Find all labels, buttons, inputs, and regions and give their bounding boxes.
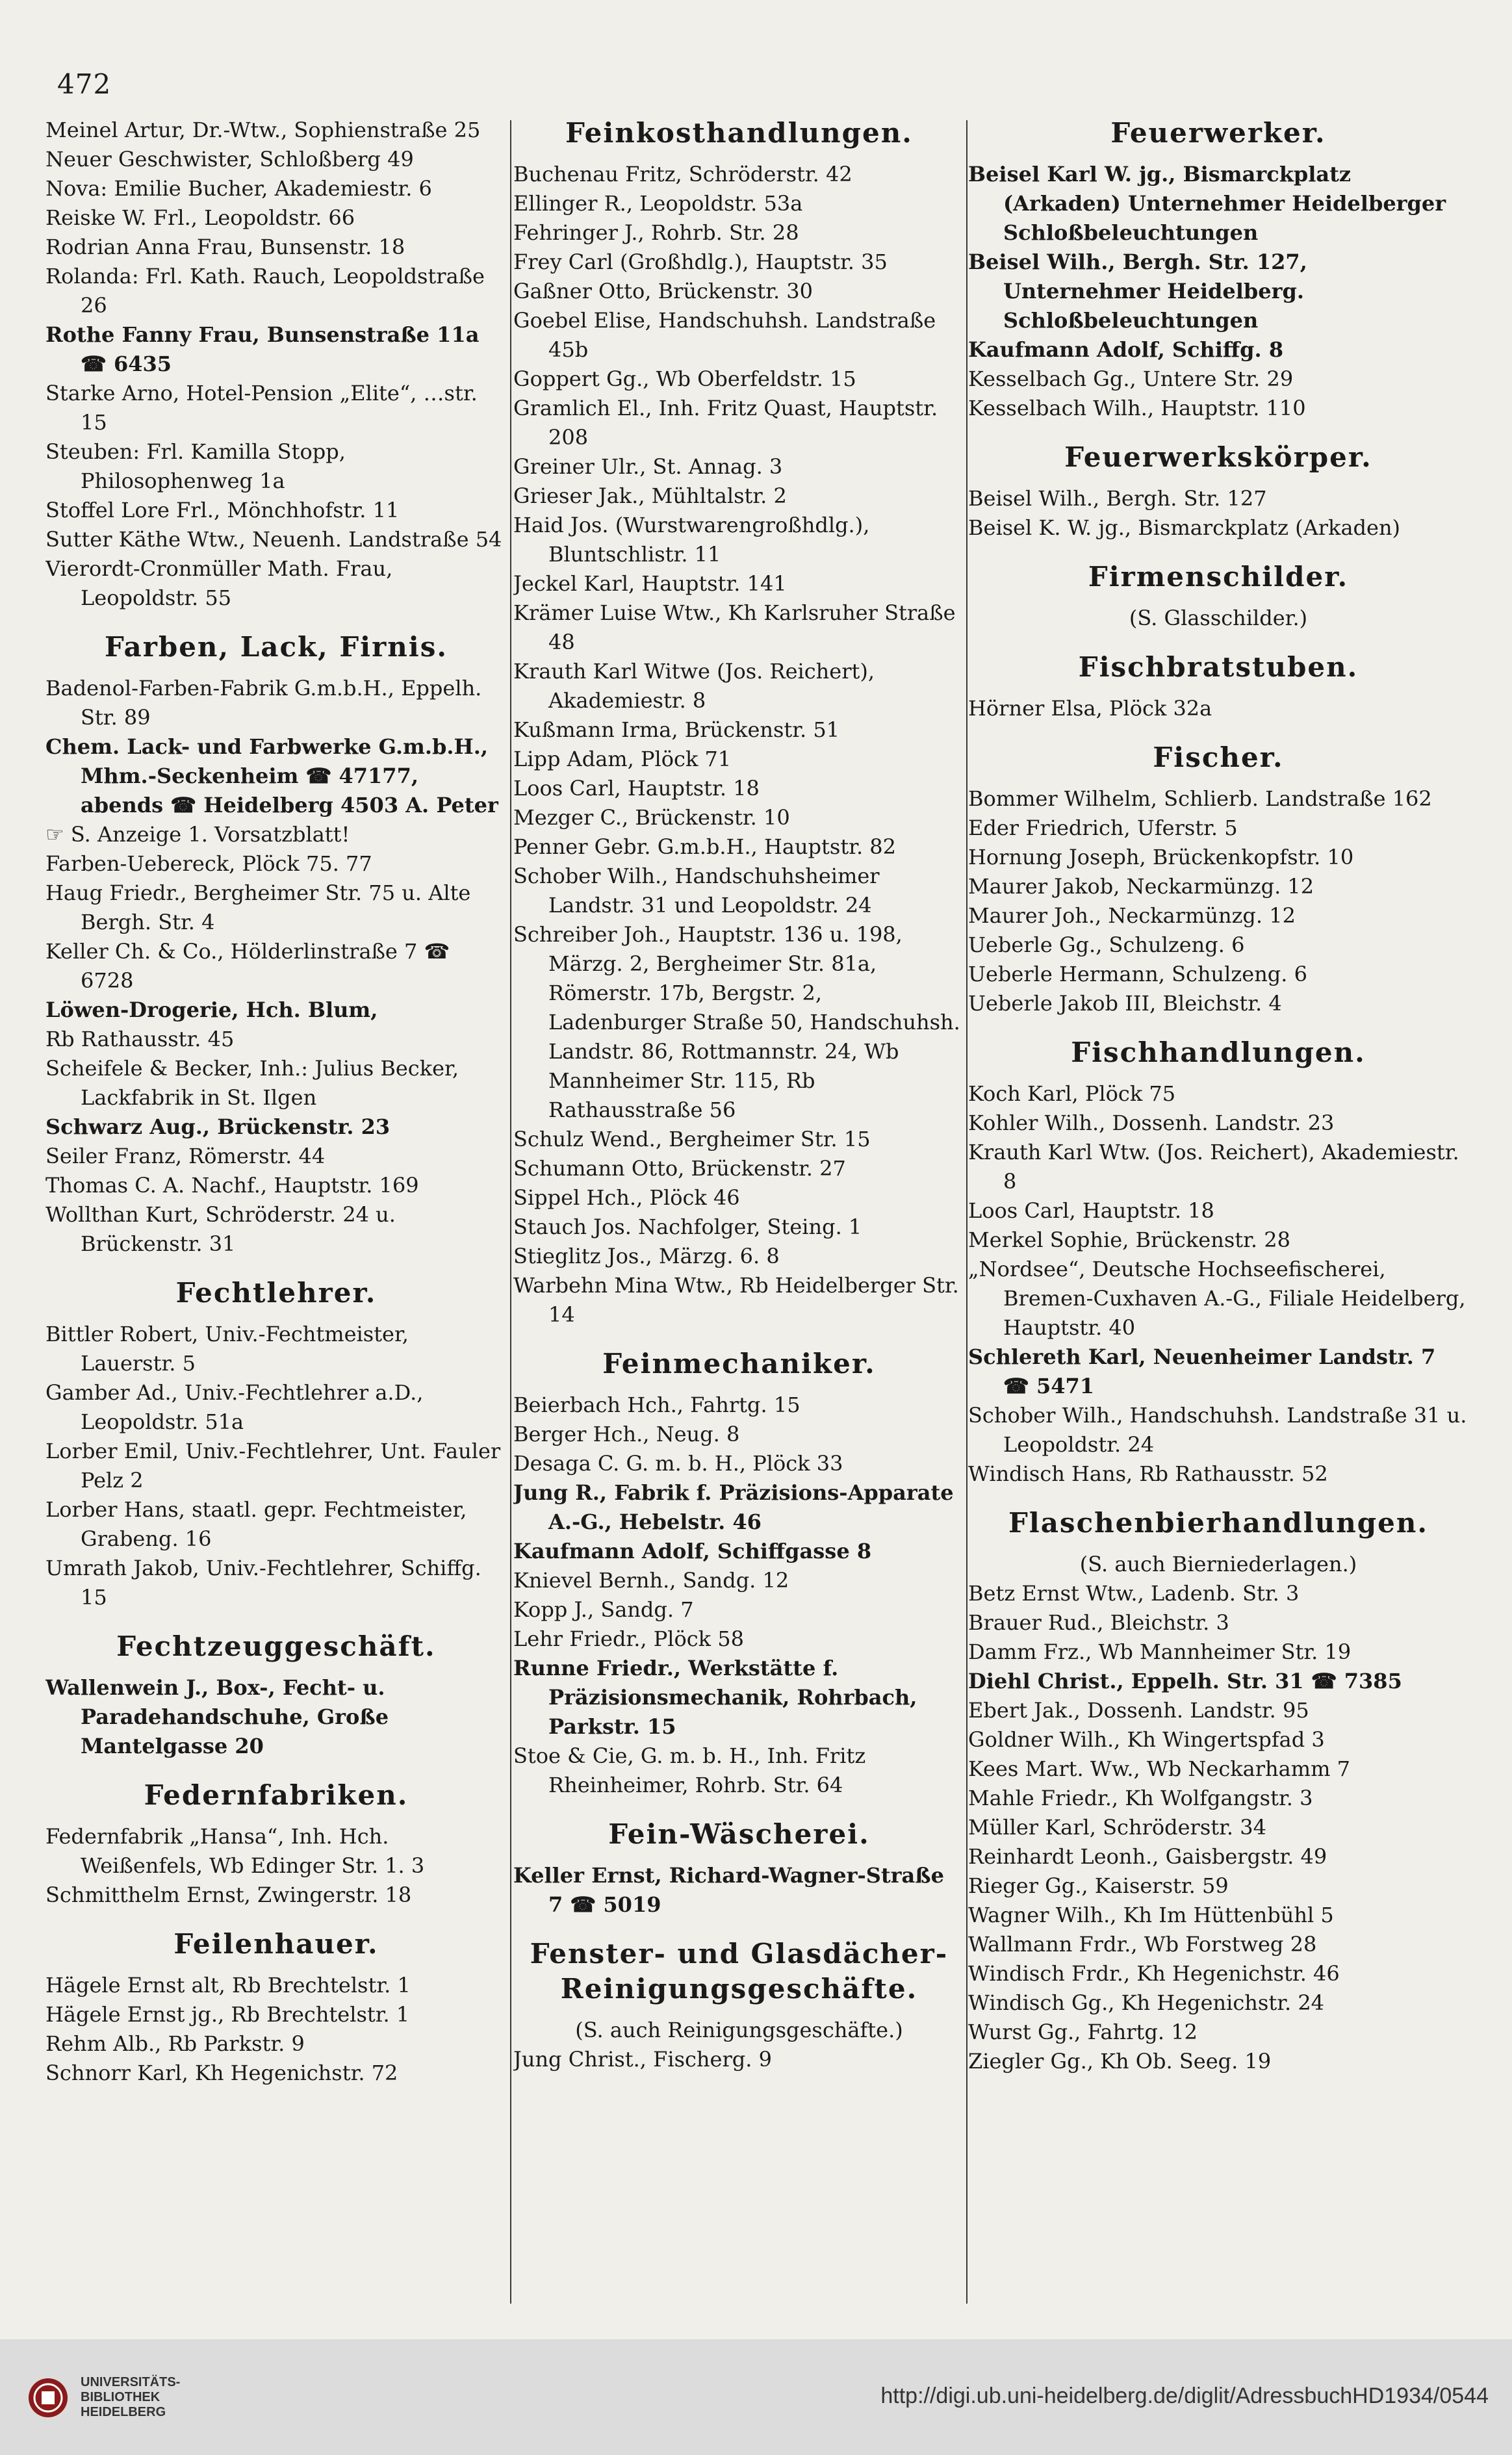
directory-entry: Ellinger R., Leopoldstr. 53a — [513, 191, 803, 216]
section-heading: Feinmechaniker. — [602, 1348, 876, 1380]
column-divider — [510, 120, 511, 2304]
directory-entry: Knievel Bernh., Sandg. 12 — [513, 1568, 789, 1593]
section-heading: Feuerwerker. — [1110, 117, 1326, 149]
directory-entry: Sippel Hch., Plöck 46 — [513, 1185, 740, 1210]
directory-entry: Kohler Wilh., Dossenh. Landstr. 23 — [968, 1111, 1335, 1135]
directory-entry: Schwarz Aug., Brückenstr. 23 — [45, 1114, 391, 1139]
directory-entry: Umrath Jakob, Univ.-Fechtlehrer, Schiffg. 15 — [45, 1556, 481, 1610]
directory-entry: Eder Friedrich, Uferstr. 5 — [968, 816, 1238, 840]
directory-entry: Gramlich El., Inh. Fritz Quast, Hauptstr. 208 — [513, 396, 938, 450]
section-heading: Fischhandlungen. — [1071, 1036, 1366, 1068]
directory-entry: Stoe & Cie, G. m. b. H., Inh. Fritz Rheinheimer, Rohrb. Str. 64 — [513, 1743, 866, 1797]
library-name — [81, 2375, 180, 2420]
directory-entry: Ueberle Jakob III, Bleichstr. 4 — [968, 991, 1282, 1016]
directory-entry: Schober Wilh., Handschuhsheimer Landstr. 31 und Leopoldstr. 24 — [513, 864, 880, 918]
directory-entry: Hörner Elsa, Plöck 32a — [968, 696, 1212, 721]
directory-entry: Kesselbach Gg., Untere Str. 29 — [968, 366, 1294, 391]
directory-entry: Ueberle Gg., Schulzeng. 6 — [968, 932, 1245, 957]
directory-entry: Reiske W. Frl., Leopoldstr. 66 — [45, 205, 355, 230]
directory-entry: Loos Carl, Hauptstr. 18 — [513, 776, 760, 801]
directory-entry: Rothe Fanny Frau, Bunsenstraße 11a ☎ 6435 — [45, 322, 480, 376]
directory-entry: Berger Hch., Neug. 8 — [513, 1422, 740, 1446]
directory-entry: Vierordt-Cronmüller Math. Frau, Leopoldstr. 55 — [45, 556, 393, 610]
directory-entry: Stieglitz Jos., Märzg. 6. 8 — [513, 1244, 780, 1268]
section-heading: Feinkosthandlungen. — [565, 117, 913, 149]
library-name-line: BIBLIOTHEK — [81, 2390, 160, 2404]
library-seal-icon — [27, 2377, 69, 2419]
section-heading: Fischer. — [1153, 741, 1284, 773]
directory-entry: Neuer Geschwister, Schloßberg 49 — [45, 147, 414, 172]
directory-entry: Rb Rathausstr. 45 — [45, 1027, 235, 1051]
cross-reference-note: (S. Glasschilder.) — [1129, 606, 1308, 630]
directory-entry: Bittler Robert, Univ.-Fechtmeister, Lauerstr. 5 — [45, 1322, 409, 1376]
directory-entry: Warbehn Mina Wtw., Rb Heidelberger Str. 14 — [513, 1273, 959, 1327]
directory-entry: Ziegler Gg., Kh Ob. Seeg. 19 — [968, 2049, 1272, 2074]
directory-entry: Loos Carl, Hauptstr. 18 — [968, 1198, 1214, 1223]
section-heading: Fechtlehrer. — [175, 1277, 377, 1309]
directory-entry: Desaga C. G. m. b. H., Plöck 33 — [513, 1451, 843, 1476]
section-heading: Firmenschilder. — [1088, 561, 1349, 593]
directory-entry: Haug Friedr., Bergheimer Str. 75 u. Alte Bergh. Str. 4 — [45, 880, 471, 934]
directory-entry: Haid Jos. (Wurstwarengroßhdlg.), Bluntschlistr. 11 — [513, 513, 870, 567]
directory-entry: Fehringer J., Rohrb. Str. 28 — [513, 220, 799, 245]
directory-column-2 — [513, 116, 965, 2074]
directory-entry: Löwen-Drogerie, Hch. Blum, — [45, 997, 378, 1022]
directory-entry: Beisel Wilh., Bergh. Str. 127 — [968, 486, 1267, 511]
directory-entry: Schulz Wend., Bergheimer Str. 15 — [513, 1127, 871, 1151]
directory-entry: Krauth Karl Wtw. (Jos. Reichert), Akademiestr. 8 — [968, 1140, 1459, 1194]
directory-entry: Schober Wilh., Handschuhsh. Landstraße 31 u. Leopoldstr. 24 — [968, 1403, 1467, 1457]
directory-entry: Jung R., Fabrik f. Präzisions-Apparate A.-G., Hebelstr. 46 — [513, 1480, 954, 1534]
directory-entry: Chem. Lack- und Farbwerke G.m.b.H., Mhm.-Seckenheim ☎ 47177, abends ☎ Heidelberg 4503 A. Peter — [45, 734, 498, 817]
directory-entry: Kußmann Irma, Brückenstr. 51 — [513, 717, 840, 742]
directory-entry: Badenol-Farben-Fabrik G.m.b.H., Eppelh. Str. 89 — [45, 676, 482, 730]
directory-entry: Merkel Sophie, Brückenstr. 28 — [968, 1228, 1290, 1252]
directory-entry: Starke Arno, Hotel-Pension „Elite“, …str. 15 — [45, 381, 478, 435]
section-heading: Federnfabriken. — [144, 1779, 409, 1811]
directory-entry: Goppert Gg., Wb Oberfeldstr. 15 — [513, 366, 856, 391]
directory-entry: Kesselbach Wilh., Hauptstr. 110 — [968, 396, 1306, 420]
source-url[interactable]: http://digi.ub.uni-heidelberg.de/diglit/AdressbuchHD1934/0544 — [880, 2384, 1489, 2408]
library-name-line: UNIVERSITÄTS- — [81, 2375, 181, 2389]
directory-entry: Bommer Wilhelm, Schlierb. Landstraße 162 — [968, 786, 1432, 811]
directory-entry: Reinhardt Leonh., Gaisbergstr. 49 — [968, 1844, 1327, 1869]
directory-entry: Schreiber Joh., Hauptstr. 136 u. 198, Märzg. 2, Bergheimer Str. 81a, Römerstr. 17b, Bergstr. 2, Ladenburger Straße 50, Handschuhsh. Landstr. 86, Rottmannstr. 24, Wb Mannheimer Str. 115, Rb Rathausstraße 56 — [513, 922, 960, 1122]
directory-entry: Steuben: Frl. Kamilla Stopp, Philosophenweg 1a — [45, 439, 346, 493]
library-name-line: HEIDELBERG — [81, 2405, 166, 2419]
directory-entry: Ueberle Hermann, Schulzeng. 6 — [968, 962, 1307, 986]
directory-entry: Rolanda: Frl. Kath. Rauch, Leopoldstraße 26 — [45, 264, 485, 318]
directory-entry: Ebert Jak., Dossenh. Landstr. 95 — [968, 1698, 1309, 1723]
directory-entry: Windisch Frdr., Kh Hegenichstr. 46 — [968, 1961, 1340, 1986]
directory-entry: Windisch Gg., Kh Hegenichstr. 24 — [968, 1990, 1325, 2015]
directory-entry: Frey Carl (Großhdlg.), Hauptstr. 35 — [513, 250, 888, 274]
directory-entry: Beisel Wilh., Bergh. Str. 127, Unternehmer Heidelberg. Schloßbeleuchtungen — [968, 250, 1307, 333]
section-heading: Flaschenbierhandlungen. — [1008, 1507, 1429, 1539]
directory-entry: Sutter Käthe Wtw., Neuenh. Landstraße 54 — [45, 527, 502, 552]
directory-entry: Penner Gebr. G.m.b.H., Hauptstr. 82 — [513, 834, 897, 859]
directory-entry: Brauer Rud., Bleichstr. 3 — [968, 1610, 1229, 1635]
directory-entry: Goldner Wilh., Kh Wingertspfad 3 — [968, 1727, 1325, 1752]
directory-column-3 — [968, 116, 1468, 2076]
directory-entry: Stauch Jos. Nachfolger, Steing. 1 — [513, 1215, 862, 1239]
section-heading: Fechtzeuggeschäft. — [116, 1630, 436, 1662]
section-heading: Feilenhauer. — [173, 1928, 379, 1960]
directory-entry: Rehm Alb., Rb Parkstr. 9 — [45, 2031, 305, 2056]
directory-entry: Lehr Friedr., Plöck 58 — [513, 1626, 744, 1651]
directory-entry: Scheifele & Becker, Inh.: Julius Becker, Lackfabrik in St. Ilgen — [45, 1056, 459, 1110]
directory-entry: Keller Ch. & Co., Hölderlinstraße 7 ☎ 6728 — [45, 939, 450, 993]
directory-entry: Betz Ernst Wtw., Ladenb. Str. 3 — [968, 1581, 1300, 1606]
directory-entry: Gamber Ad., Univ.-Fechtlehrer a.D., Leopoldstr. 51a — [45, 1380, 424, 1434]
directory-entry: Koch Karl, Plöck 75 — [968, 1081, 1176, 1106]
directory-column-1 — [45, 116, 507, 2088]
directory-entry: Maurer Joh., Neckarmünzg. 12 — [968, 903, 1296, 928]
directory-entry: Maurer Jakob, Neckarmünzg. 12 — [968, 874, 1314, 899]
directory-entry: Krämer Luise Wtw., Kh Karlsruher Straße 48 — [513, 600, 956, 654]
directory-entry: Wallenwein J., Box-, Fecht- u. Paradehandschuhe, Große Mantelgasse 20 — [45, 1675, 389, 1758]
directory-entry: Buchenau Fritz, Schröderstr. 42 — [513, 162, 852, 186]
directory-entry: Kaufmann Adolf, Schiffg. 8 — [968, 337, 1284, 362]
directory-entry: Wurst Gg., Fahrtg. 12 — [968, 2020, 1198, 2044]
directory-entry: Federnfabrik „Hansa“, Inh. Hch. Weißenfels, Wb Edinger Str. 1. 3 — [45, 1824, 425, 1878]
section-heading: Feuerwerkskörper. — [1064, 441, 1372, 473]
directory-entry: Nova: Emilie Bucher, Akademiestr. 6 — [45, 176, 432, 201]
section-heading: Fischbratstuben. — [1078, 651, 1359, 683]
directory-entry: Schlereth Karl, Neuenheimer Landstr. 7 ☎ 5471 — [968, 1344, 1436, 1398]
page-number: 472 — [57, 68, 112, 100]
directory-entry: Beisel Karl W. jg., Bismarckplatz (Arkaden) Unternehmer Heidelberger Schloßbeleuchtungen — [968, 162, 1446, 245]
column-divider — [966, 120, 967, 2304]
directory-entry: Meinel Artur, Dr.-Wtw., Sophienstraße 25 — [45, 118, 481, 142]
section-heading: Farben, Lack, Firnis. — [104, 631, 448, 663]
directory-entry: ☞ S. Anzeige 1. Vorsatzblatt! — [45, 822, 350, 847]
section-heading: Fein-Wäscherei. — [608, 1818, 870, 1850]
directory-entry: Wagner Wilh., Kh Im Hüttenbühl 5 — [968, 1903, 1334, 1927]
directory-entry: Runne Friedr., Werkstätte f. Präzisionsmechanik, Rohrbach, Parkstr. 15 — [513, 1656, 917, 1739]
directory-entry: Hägele Ernst alt, Rb Brechtelstr. 1 — [45, 1973, 411, 1998]
directory-entry: Greiner Ulr., St. Annag. 3 — [513, 454, 783, 479]
directory-entry: Schmitthelm Ernst, Zwingerstr. 18 — [45, 1883, 412, 1907]
directory-entry: Stoffel Lore Frl., Mönchhofstr. 11 — [45, 498, 400, 522]
directory-entry: Goebel Elise, Handschuhsh. Landstraße 45b — [513, 308, 936, 362]
directory-entry: Keller Ernst, Richard-Wagner-Straße 7 ☎ 5019 — [513, 1863, 944, 1917]
directory-entry: Lorber Emil, Univ.-Fechtlehrer, Unt. Fauler Pelz 2 — [45, 1439, 501, 1493]
directory-entry: Lorber Hans, staatl. gepr. Fechtmeister, Grabeng. 16 — [45, 1497, 467, 1551]
directory-entry: Hägele Ernst jg., Rb Brechtelstr. 1 — [45, 2002, 410, 2027]
directory-entry: Grieser Jak., Mühltalstr. 2 — [513, 483, 787, 508]
directory-entry: Rodrian Anna Frau, Bunsenstr. 18 — [45, 235, 405, 259]
directory-entry: Müller Karl, Schröderstr. 34 — [968, 1815, 1266, 1840]
directory-entry: Kopp J., Sandg. 7 — [513, 1597, 694, 1622]
library-logo[interactable] — [27, 2375, 180, 2420]
directory-entry: Kaufmann Adolf, Schiffgasse 8 — [513, 1539, 872, 1563]
section-heading: Fenster- und Glasdächer-Reinigungsgeschäfte. — [530, 1938, 949, 2005]
directory-entry: Beierbach Hch., Fahrtg. 15 — [513, 1393, 801, 1417]
footer-bar — [0, 2339, 1512, 2455]
directory-entry: Windisch Hans, Rb Rathausstr. 52 — [968, 1461, 1328, 1486]
cross-reference-note: (S. auch Bierniederlagen.) — [1079, 1552, 1357, 1576]
directory-entry: Hornung Joseph, Brückenkopfstr. 10 — [968, 845, 1354, 869]
directory-entry: „Nordsee“, Deutsche Hochseefischerei, Bremen-Cuxhaven A.-G., Filiale Heidelberg, Hauptstr. 40 — [968, 1257, 1466, 1340]
directory-entry: Kees Mart. Ww., Wb Neckarhamm 7 — [968, 1756, 1350, 1781]
directory-entry: Mahle Friedr., Kh Wolfgangstr. 3 — [968, 1786, 1313, 1810]
directory-entry: Schnorr Karl, Kh Hegenichstr. 72 — [45, 2061, 398, 2085]
directory-entry: Farben-Uebereck, Plöck 75. 77 — [45, 851, 372, 876]
directory-entry: Schumann Otto, Brückenstr. 27 — [513, 1156, 846, 1181]
directory-entry: Seiler Franz, Römerstr. 44 — [45, 1144, 326, 1168]
directory-entry: Wallmann Frdr., Wb Forstweg 28 — [968, 1932, 1317, 1957]
directory-entry: Wollthan Kurt, Schröderstr. 24 u. Brückenstr. 31 — [45, 1202, 396, 1256]
directory-entry: Gaßner Otto, Brückenstr. 30 — [513, 279, 813, 303]
cross-reference-note: (S. auch Reinigungsgeschäfte.) — [575, 2018, 903, 2042]
directory-entry: Thomas C. A. Nachf., Hauptstr. 169 — [45, 1173, 419, 1198]
directory-entry: Krauth Karl Witwe (Jos. Reichert), Akademiestr. 8 — [513, 659, 875, 713]
directory-entry: Beisel K. W. jg., Bismarckplatz (Arkaden) — [968, 515, 1401, 540]
directory-entry: Lipp Adam, Plöck 71 — [513, 747, 732, 771]
directory-entry: Jung Christ., Fischerg. 9 — [513, 2047, 772, 2072]
directory-entry: Damm Frz., Wb Mannheimer Str. 19 — [968, 1639, 1352, 1664]
directory-entry: Rieger Gg., Kaiserstr. 59 — [968, 1873, 1229, 1898]
directory-entry: Jeckel Karl, Hauptstr. 141 — [513, 571, 787, 596]
directory-entry: Diehl Christ., Eppelh. Str. 31 ☎ 7385 — [968, 1669, 1402, 1693]
directory-entry: Mezger C., Brückenstr. 10 — [513, 805, 790, 830]
